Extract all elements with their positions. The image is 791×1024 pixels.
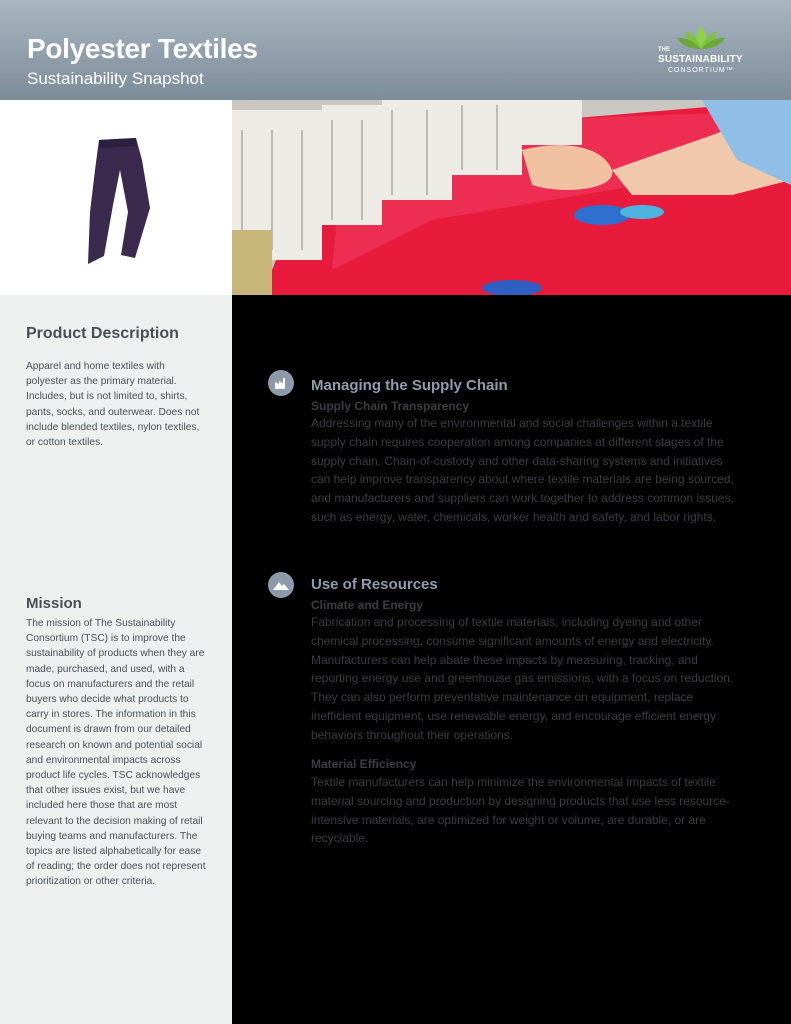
consortium-logo [656, 25, 746, 80]
climate-text: Fabrication and processing of textile materials, including dyeing and other chemical processing, consume significant amounts of energy and electricity. Manufacturers can help abate these impacts by measuring, tracking, and reporting energy use and greenhouse gas emissions, with a focus on reduction. They can also perform preventative maintenance on equipment, replace inefficient equipment, use renewable energy, and encourage efficient energy behaviors throughout their operations. [311, 615, 734, 742]
resources-title: Use of Resources [311, 576, 438, 593]
sidebar [0, 295, 232, 1024]
supply-chain-text: Addressing many of the environmental and social challenges within a textile supply chain requires cooperation among companies at different stages of the supply chain. Chain-of-custody and other data-sharing systems and initiatives can help improve transparency about where textile materials are being sourced, and manufacturers and suppliers can work together to address common issues, such as energy, water, chemicals, worker health and safety, and labor rights. [311, 416, 734, 524]
logo-text-the: THE [658, 47, 670, 53]
mountain-icon [268, 572, 294, 598]
product-description-text: Apparel and home textiles with polyester as the primary material. Includes, but is not limited to, shirts, pants, socks, and outerwear. Does not include blended textiles, nylon textiles, or cotton textiles. [26, 361, 200, 449]
mission-text: The mission of The Sustainability Consortium (TSC) is to improve the sustainability of products when they are made, purchased, and used, with a focus on manufacturers and the retail buyers who decide what products to carry in stores. The information in this document is drawn from our detailed research on known and potential social and environmental impacts across product life cycles. TSC acknowledges that other issues exist, but we have included here those that are most relevant to the decision making of retail buying teams and manufacturers. The topics are listed alphabetically for ease of reading; the order does not represent prioritization or other criteria. [26, 618, 206, 888]
page-subtitle: Sustainability Snapshot [27, 69, 204, 88]
climate-subtitle: Climate and Energy [311, 598, 424, 612]
logo-text-sustainability: SUSTAINABILITY [658, 54, 743, 65]
logo-text-consortium: CONSORTIUM™ [668, 67, 734, 74]
supply-chain-subtitle: Supply Chain Transparency [311, 399, 470, 413]
supply-chain-title: Managing the Supply Chain [311, 377, 508, 394]
product-image [0, 100, 232, 295]
material-subtitle: Material Efficiency [311, 757, 417, 771]
embroidery-photo [232, 100, 791, 295]
lotus-icon [676, 25, 726, 51]
product-description-heading: Product Description [26, 325, 179, 342]
pants-icon [0, 100, 232, 295]
page-title: Polyester Textiles [27, 33, 258, 64]
factory-icon [268, 370, 294, 396]
mission-heading: Mission [26, 595, 82, 612]
header [0, 0, 791, 100]
material-text: Textile manufacturers can help minimize the environmental impacts of textile material sourcing and production by designing products that use less resource-intensive materials, are optimized for weight or volume, are durable, or are recyclable. [311, 775, 730, 846]
